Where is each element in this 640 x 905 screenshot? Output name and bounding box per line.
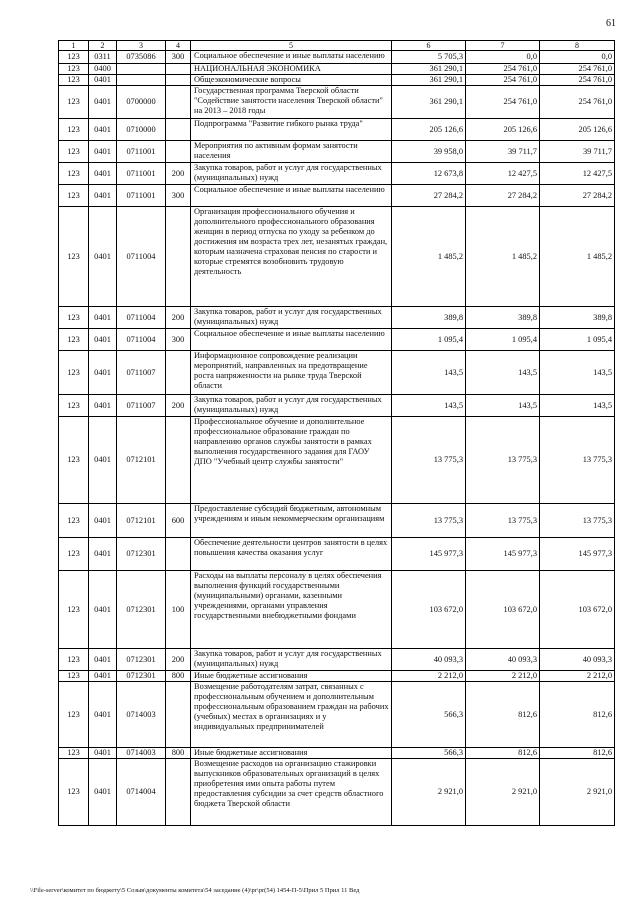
col-admin-code: 123	[59, 748, 89, 759]
col-section-code: 0401	[89, 649, 117, 671]
column-header: 6	[392, 41, 466, 51]
col-description: Обеспечение деятельности центров занятости в целях повышения качества оказания услуг	[191, 538, 392, 571]
col-target-article: 0711001	[117, 141, 166, 163]
col-section-code: 0401	[89, 395, 117, 417]
table-row	[59, 759, 615, 826]
col-amount-6: 361 290,1	[392, 86, 466, 119]
col-amount-7: 143,5	[466, 351, 540, 395]
col-target-article: 0712101	[117, 504, 166, 538]
col-expense-type: 800	[166, 671, 191, 682]
table-row	[59, 395, 615, 417]
col-section-code: 0401	[89, 682, 117, 748]
table-row	[59, 571, 615, 649]
table-row	[59, 417, 615, 504]
col-section-code: 0401	[89, 185, 117, 207]
col-section-code: 0401	[89, 119, 117, 141]
col-admin-code: 123	[59, 571, 89, 649]
col-description: Социальное обеспечение и иные выплаты населению	[191, 185, 392, 207]
col-amount-6: 2 212,0	[392, 671, 466, 682]
column-header: 1	[59, 41, 89, 51]
col-admin-code: 123	[59, 682, 89, 748]
col-amount-8: 254 761,0	[540, 64, 615, 75]
col-target-article: 0712301	[117, 571, 166, 649]
col-amount-8: 389,8	[540, 307, 615, 329]
col-expense-type	[166, 351, 191, 395]
col-amount-7: 812,6	[466, 748, 540, 759]
col-amount-8: 13 775,3	[540, 417, 615, 504]
col-amount-8: 143,5	[540, 395, 615, 417]
col-admin-code: 123	[59, 649, 89, 671]
col-section-code: 0401	[89, 748, 117, 759]
col-amount-8: 12 427,5	[540, 163, 615, 185]
col-description: Закупка товаров, работ и услуг для государственных (муниципальных) нужд	[191, 307, 392, 329]
col-target-article	[117, 64, 166, 75]
col-expense-type: 200	[166, 307, 191, 329]
col-expense-type: 200	[166, 649, 191, 671]
col-section-code: 0311	[89, 51, 117, 64]
col-target-article: 0714003	[117, 748, 166, 759]
col-admin-code: 123	[59, 538, 89, 571]
col-expense-type: 800	[166, 748, 191, 759]
col-amount-7: 27 284,2	[466, 185, 540, 207]
col-description: Общеэкономические вопросы	[191, 75, 392, 86]
col-admin-code: 123	[59, 307, 89, 329]
col-expense-type: 200	[166, 163, 191, 185]
col-amount-8: 812,6	[540, 748, 615, 759]
col-expense-type	[166, 682, 191, 748]
col-target-article: 0714003	[117, 682, 166, 748]
col-target-article: 0712301	[117, 538, 166, 571]
col-amount-6: 2 921,0	[392, 759, 466, 826]
col-description: Профессиональное обучение и дополнительное профессиональное образование граждан по направлению органов службы занятости в рамках выполнения государственного задания для ГАОУ ДПО "Учебный центр службы занятости"	[191, 417, 392, 504]
col-admin-code: 123	[59, 351, 89, 395]
table-row	[59, 207, 615, 307]
table-row	[59, 141, 615, 163]
col-admin-code: 123	[59, 163, 89, 185]
col-amount-8: 2 921,0	[540, 759, 615, 826]
col-target-article: 0714004	[117, 759, 166, 826]
col-section-code: 0401	[89, 759, 117, 826]
column-header: 8	[540, 41, 615, 51]
budget-table	[58, 40, 615, 826]
col-amount-6: 12 673,8	[392, 163, 466, 185]
col-amount-7: 39 711,7	[466, 141, 540, 163]
col-amount-6: 103 672,0	[392, 571, 466, 649]
col-amount-6: 39 958,0	[392, 141, 466, 163]
col-description: Организация профессионального обучения и дополнительного профессионального образования женщин в период отпуска по уходу за ребенком до достижения им возраста трех лет, незанятых граждан, которым назначена страховая пенсия по старости и которые стремятся возобновить трудовую деятельность	[191, 207, 392, 307]
col-expense-type	[166, 86, 191, 119]
col-amount-7: 254 761,0	[466, 75, 540, 86]
table-row	[59, 329, 615, 351]
col-target-article: 0712301	[117, 649, 166, 671]
col-expense-type: 300	[166, 185, 191, 207]
col-target-article: 0700000	[117, 86, 166, 119]
table-row	[59, 748, 615, 759]
col-admin-code: 123	[59, 185, 89, 207]
col-description: Социальное обеспечение и иные выплаты населению	[191, 329, 392, 351]
page-number: 61	[606, 18, 616, 29]
column-header: 7	[466, 41, 540, 51]
col-amount-6: 5 705,3	[392, 51, 466, 64]
col-description: Закупка товаров, работ и услуг для государственных (муниципальных) нужд	[191, 649, 392, 671]
col-amount-6: 13 775,3	[392, 504, 466, 538]
col-admin-code: 123	[59, 329, 89, 351]
col-section-code: 0401	[89, 538, 117, 571]
col-target-article: 0712101	[117, 417, 166, 504]
col-amount-6: 361 290,1	[392, 75, 466, 86]
col-target-article: 0711004	[117, 207, 166, 307]
table-row	[59, 185, 615, 207]
col-target-article	[117, 75, 166, 86]
col-expense-type	[166, 141, 191, 163]
col-admin-code: 123	[59, 671, 89, 682]
col-description: Возмещение работодателям затрат, связанных с профессиональным обучением и дополнительным профессиональным образованием граждан на рабочих (учебных) местах в организациях и у индивидуальных предпринимателей	[191, 682, 392, 748]
col-amount-8: 145 977,3	[540, 538, 615, 571]
col-section-code: 0400	[89, 64, 117, 75]
col-section-code: 0401	[89, 86, 117, 119]
col-amount-8: 812,6	[540, 682, 615, 748]
col-amount-7: 389,8	[466, 307, 540, 329]
col-target-article: 0711004	[117, 329, 166, 351]
col-description: Информационное сопровождение реализации мероприятий, направленных на предотвращение роста напряженности на рынке труда Тверской области	[191, 351, 392, 395]
col-amount-8: 2 212,0	[540, 671, 615, 682]
col-amount-7: 13 775,3	[466, 417, 540, 504]
col-amount-7: 1 095,4	[466, 329, 540, 351]
table-row	[59, 671, 615, 682]
table-row	[59, 119, 615, 141]
table-row	[59, 163, 615, 185]
col-description: НАЦИОНАЛЬНАЯ ЭКОНОМИКА	[191, 64, 392, 75]
col-amount-7: 812,6	[466, 682, 540, 748]
col-description: Подпрограмма "Развитие гибкого рынка труда"	[191, 119, 392, 141]
column-header: 3	[117, 41, 166, 51]
col-target-article: 0711007	[117, 351, 166, 395]
table-row	[59, 538, 615, 571]
col-amount-7: 13 775,3	[466, 504, 540, 538]
col-amount-7: 0,0	[466, 51, 540, 64]
col-expense-type: 100	[166, 571, 191, 649]
col-description: Государственная программа Тверской области "Содействие занятости населения Тверской области" на 2013 – 2018 годы	[191, 86, 392, 119]
col-description: Социальное обеспечение и иные выплаты населению	[191, 51, 392, 64]
col-target-article: 0735086	[117, 51, 166, 64]
col-amount-8: 205 126,6	[540, 119, 615, 141]
col-target-article: 0710000	[117, 119, 166, 141]
col-expense-type: 300	[166, 51, 191, 64]
col-expense-type	[166, 207, 191, 307]
col-section-code: 0401	[89, 141, 117, 163]
col-admin-code: 123	[59, 51, 89, 64]
table-row	[59, 307, 615, 329]
table-row	[59, 64, 615, 75]
col-amount-8: 27 284,2	[540, 185, 615, 207]
col-amount-7: 40 093,3	[466, 649, 540, 671]
header-row	[59, 41, 615, 51]
table-row	[59, 504, 615, 538]
column-header: 2	[89, 41, 117, 51]
table-row	[59, 682, 615, 748]
col-admin-code: 123	[59, 86, 89, 119]
col-amount-8: 1 095,4	[540, 329, 615, 351]
col-amount-7: 254 761,0	[466, 64, 540, 75]
table-row	[59, 86, 615, 119]
column-header: 5	[191, 41, 392, 51]
col-section-code: 0401	[89, 75, 117, 86]
col-amount-8: 254 761,0	[540, 86, 615, 119]
col-amount-8: 40 093,3	[540, 649, 615, 671]
file-path-footer: \\File-server\комитет по бюджету\5 Созыв\документы комитета\54 заседание (4)\pr\pr(54) 1454-П-5\Прил 5 Прил 11 Вед	[30, 887, 360, 894]
col-description: Иные бюджетные ассигнования	[191, 671, 392, 682]
col-admin-code: 123	[59, 207, 89, 307]
col-amount-6: 566,3	[392, 748, 466, 759]
col-section-code: 0401	[89, 207, 117, 307]
col-amount-8: 254 761,0	[540, 75, 615, 86]
col-amount-7: 143,5	[466, 395, 540, 417]
col-admin-code: 123	[59, 504, 89, 538]
col-admin-code: 123	[59, 759, 89, 826]
col-description: Возмещение расходов на организацию стажировки выпускников образовательных организаций в целях приобретения ими опыта работы путем предоставления субсидии за счет средств областного бюджета Тверской области	[191, 759, 392, 826]
table-row	[59, 75, 615, 86]
col-admin-code: 123	[59, 395, 89, 417]
col-description: Закупка товаров, работ и услуг для государственных (муниципальных) нужд	[191, 395, 392, 417]
col-expense-type: 600	[166, 504, 191, 538]
col-target-article: 0711007	[117, 395, 166, 417]
table-row	[59, 351, 615, 395]
col-amount-6: 566,3	[392, 682, 466, 748]
col-amount-7: 12 427,5	[466, 163, 540, 185]
col-admin-code: 123	[59, 119, 89, 141]
col-amount-7: 1 485,2	[466, 207, 540, 307]
col-amount-6: 389,8	[392, 307, 466, 329]
col-amount-8: 13 775,3	[540, 504, 615, 538]
col-target-article: 0711001	[117, 163, 166, 185]
col-amount-6: 361 290,1	[392, 64, 466, 75]
table-row	[59, 51, 615, 64]
col-amount-7: 103 672,0	[466, 571, 540, 649]
col-amount-6: 143,5	[392, 351, 466, 395]
col-target-article: 0712301	[117, 671, 166, 682]
col-expense-type: 200	[166, 395, 191, 417]
col-amount-6: 1 485,2	[392, 207, 466, 307]
col-amount-6: 27 284,2	[392, 185, 466, 207]
col-amount-6: 13 775,3	[392, 417, 466, 504]
col-admin-code: 123	[59, 141, 89, 163]
col-admin-code: 123	[59, 417, 89, 504]
col-admin-code: 123	[59, 75, 89, 86]
table-row	[59, 649, 615, 671]
col-amount-7: 2 921,0	[466, 759, 540, 826]
col-section-code: 0401	[89, 329, 117, 351]
col-amount-6: 205 126,6	[392, 119, 466, 141]
col-expense-type	[166, 75, 191, 86]
col-amount-7: 2 212,0	[466, 671, 540, 682]
col-expense-type	[166, 119, 191, 141]
col-section-code: 0401	[89, 671, 117, 682]
col-amount-8: 143,5	[540, 351, 615, 395]
col-amount-8: 39 711,7	[540, 141, 615, 163]
col-amount-6: 145 977,3	[392, 538, 466, 571]
col-expense-type	[166, 417, 191, 504]
col-section-code: 0401	[89, 417, 117, 504]
col-expense-type	[166, 64, 191, 75]
column-header: 4	[166, 41, 191, 51]
col-amount-6: 40 093,3	[392, 649, 466, 671]
col-expense-type	[166, 759, 191, 826]
col-target-article: 0711001	[117, 185, 166, 207]
col-section-code: 0401	[89, 504, 117, 538]
col-section-code: 0401	[89, 163, 117, 185]
col-amount-8: 1 485,2	[540, 207, 615, 307]
col-amount-8: 0,0	[540, 51, 615, 64]
col-amount-7: 205 126,6	[466, 119, 540, 141]
col-section-code: 0401	[89, 571, 117, 649]
col-amount-6: 1 095,4	[392, 329, 466, 351]
col-admin-code: 123	[59, 64, 89, 75]
col-description: Закупка товаров, работ и услуг для государственных (муниципальных) нужд	[191, 163, 392, 185]
col-expense-type: 300	[166, 329, 191, 351]
col-target-article: 0711004	[117, 307, 166, 329]
col-amount-7: 145 977,3	[466, 538, 540, 571]
col-amount-6: 143,5	[392, 395, 466, 417]
col-amount-8: 103 672,0	[540, 571, 615, 649]
col-expense-type	[166, 538, 191, 571]
col-section-code: 0401	[89, 351, 117, 395]
table-body	[59, 51, 615, 826]
col-description: Мероприятия по активным формам занятости населения	[191, 141, 392, 163]
col-amount-7: 254 761,0	[466, 86, 540, 119]
col-description: Расходы на выплаты персоналу в целях обеспечения выполнения функций государственными (муниципальными) органами, казенными учреждениями, органами управления государственными внебюджетными фондами	[191, 571, 392, 649]
col-description: Предоставление субсидий бюджетным, автономным учреждениям и иным некоммерческим организациям	[191, 504, 392, 538]
col-description: Иные бюджетные ассигнования	[191, 748, 392, 759]
col-section-code: 0401	[89, 307, 117, 329]
